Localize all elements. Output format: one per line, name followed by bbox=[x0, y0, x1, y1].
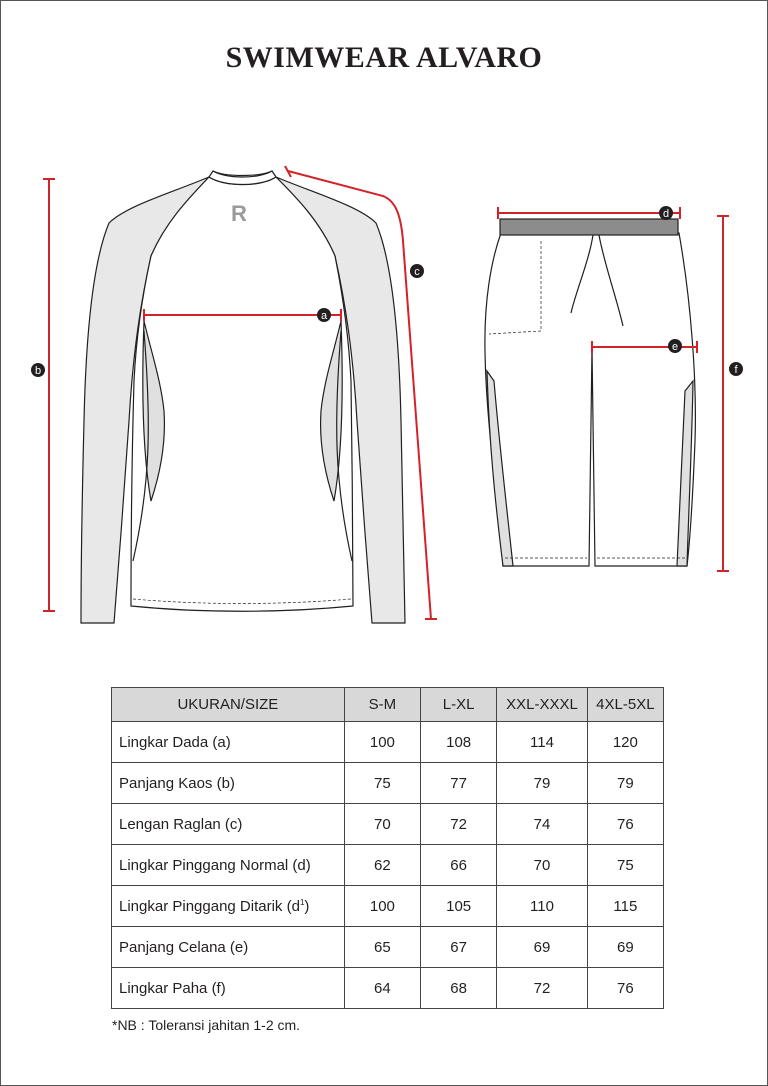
table-row bbox=[112, 804, 664, 845]
cell-value: 79 bbox=[587, 763, 663, 804]
svg-text:c: c bbox=[414, 266, 420, 278]
table-row bbox=[112, 845, 664, 886]
cell-value: 69 bbox=[497, 927, 587, 968]
tolerance-note: *NB : Toleransi jahitan 1-2 cm. bbox=[112, 1017, 301, 1033]
table-row bbox=[112, 763, 664, 804]
svg-text:e: e bbox=[671, 341, 679, 353]
garment-illustration bbox=[1, 1, 767, 661]
marker-a bbox=[317, 308, 331, 322]
table-header-row bbox=[112, 688, 664, 722]
cell-value: 75 bbox=[587, 845, 663, 886]
cell-value: 74 bbox=[497, 804, 587, 845]
table-row bbox=[112, 968, 664, 1009]
cell-value: 79 bbox=[497, 763, 587, 804]
marker-c bbox=[410, 264, 424, 278]
marker-e bbox=[668, 339, 682, 353]
row-label bbox=[112, 886, 345, 927]
shirt-drawing bbox=[81, 171, 405, 623]
cell-value: 76 bbox=[587, 968, 663, 1009]
cell-value: 65 bbox=[344, 927, 420, 968]
svg-text:f: f bbox=[734, 364, 738, 376]
cell-value: 108 bbox=[421, 722, 497, 763]
cell-value: 100 bbox=[344, 886, 420, 927]
cell-value: 105 bbox=[421, 886, 497, 927]
header-xxl-xxxl: XXL-XXXL bbox=[497, 688, 587, 722]
marker-b bbox=[31, 363, 45, 377]
row-label: Panjang Celana (e) bbox=[112, 927, 345, 968]
table-row bbox=[112, 886, 664, 927]
brand-logo: R bbox=[231, 201, 247, 226]
table-row bbox=[112, 927, 664, 968]
svg-text:b: b bbox=[34, 365, 42, 377]
shorts-drawing bbox=[485, 219, 695, 566]
cell-value: 72 bbox=[497, 968, 587, 1009]
row-label-sup: 1 bbox=[299, 897, 305, 907]
row-label: Lingkar Paha (f) bbox=[112, 968, 345, 1009]
cell-value: 67 bbox=[421, 927, 497, 968]
cell-value: 115 bbox=[587, 886, 663, 927]
svg-text:a: a bbox=[320, 310, 328, 322]
cell-value: 110 bbox=[497, 886, 587, 927]
header-size: UKURAN/SIZE bbox=[112, 688, 345, 722]
row-label: Lingkar Dada (a) bbox=[112, 722, 345, 763]
header-4xl-5xl: 4XL-5XL bbox=[587, 688, 663, 722]
cell-value: 75 bbox=[344, 763, 420, 804]
row-label-main: Lingkar Pinggang Ditarik (d bbox=[119, 897, 300, 915]
row-label: Lingkar Pinggang Normal (d) bbox=[112, 845, 345, 886]
cell-value: 72 bbox=[421, 804, 497, 845]
header-s-m: S-M bbox=[344, 688, 420, 722]
cell-value: 66 bbox=[421, 845, 497, 886]
table-row bbox=[112, 722, 664, 763]
cell-value: 76 bbox=[587, 804, 663, 845]
cell-value: 70 bbox=[497, 845, 587, 886]
marker-f bbox=[729, 362, 743, 376]
row-label: Lengan Raglan (c) bbox=[112, 804, 345, 845]
cell-value: 100 bbox=[344, 722, 420, 763]
page-title: SWIMWEAR ALVARO bbox=[225, 41, 543, 74]
cell-value: 69 bbox=[587, 927, 663, 968]
cell-value: 64 bbox=[344, 968, 420, 1009]
marker-d bbox=[659, 206, 673, 220]
size-table bbox=[111, 687, 664, 1009]
cell-value: 114 bbox=[497, 722, 587, 763]
row-label-end: ) bbox=[304, 897, 310, 915]
cell-value: 70 bbox=[344, 804, 420, 845]
cell-value: 62 bbox=[344, 845, 420, 886]
cell-value: 120 bbox=[587, 722, 663, 763]
header-l-xl: L-XL bbox=[421, 688, 497, 722]
svg-text:d: d bbox=[662, 208, 670, 220]
cell-value: 77 bbox=[421, 763, 497, 804]
cell-value: 68 bbox=[421, 968, 497, 1009]
row-label: Panjang Kaos (b) bbox=[112, 763, 345, 804]
